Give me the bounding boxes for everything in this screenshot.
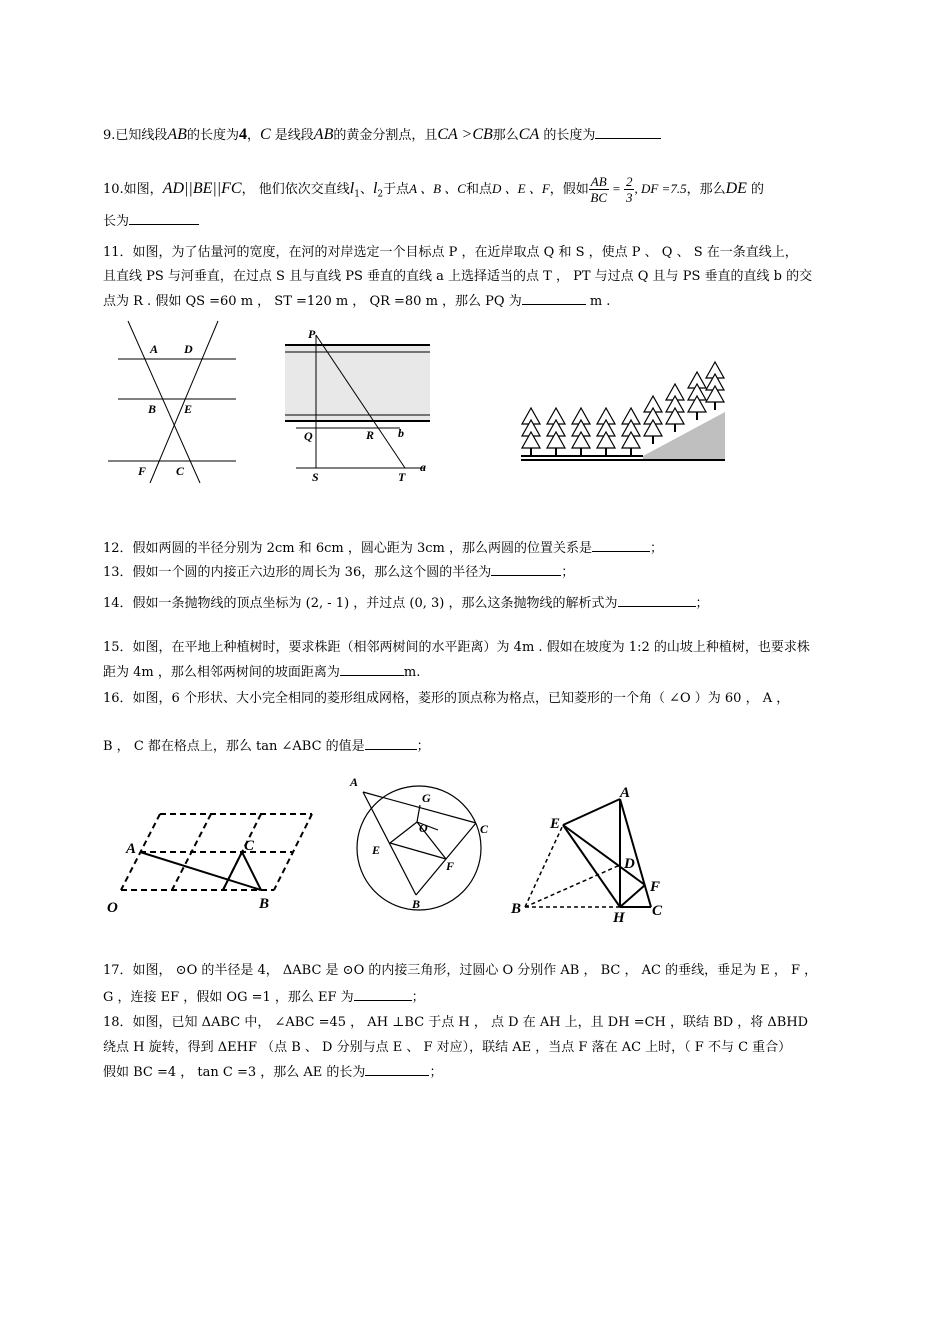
question-18-line2 (103, 1039, 791, 1057)
q9-math: CA >CB (437, 126, 493, 143)
question-17-line2 (103, 988, 425, 1007)
tree-icon (597, 408, 615, 456)
question-13 (103, 563, 574, 582)
q9-text: 9.已知线段 (103, 128, 168, 143)
q10-text: 和点 (465, 182, 492, 197)
q11-text: m . (585, 294, 611, 309)
label-C: C (244, 838, 255, 854)
figure-river (280, 325, 430, 485)
label-B: B (511, 901, 522, 917)
fraction-den: 3 (625, 190, 633, 205)
label-A: A (126, 841, 137, 857)
q11-text: 11．如图，为了估量河的宽度，在河的对岸选定一个目标点 P ，在近岸取点 Q 和 S ，使点 P 、 Q 、 S 在一条直线上， (103, 245, 798, 260)
figure-rhombus-grid (104, 800, 329, 920)
q9-math: AB (167, 126, 187, 143)
tree-icon (644, 396, 662, 444)
question-11-line2 (103, 268, 812, 286)
label-R: R (366, 428, 375, 442)
question-11-line3 (103, 292, 610, 311)
q10-text: 10.如图， (103, 182, 163, 197)
q10-sub: 2 (377, 189, 384, 200)
q18-text: 绕点 H 旋转，得到 ΔEHF （点 B 、 D 分别与点 E 、 F 对应），联结 AE ，当点 F 落在 AC 上时，（ F 不与 C 重合） (103, 1040, 792, 1055)
q10-text: 长为 (103, 214, 130, 229)
question-16-line1 (103, 690, 789, 708)
question-16-line2 (103, 737, 430, 756)
q13-text: 13．假如一个圆的内接正六边形的周长为 36，那么这个圆的半径为 (103, 565, 492, 580)
q17-text: G ，连接 EF ，假如 OG =1 ，那么 EF 为 (103, 990, 354, 1005)
tree-icon (547, 408, 565, 456)
q10-math: A 、B 、C (409, 181, 466, 196)
label-P: P (308, 327, 316, 341)
tree-icon (572, 408, 590, 456)
q10-math: DE (725, 180, 747, 197)
q12-text: ； (649, 541, 663, 556)
label-D: D (184, 342, 193, 356)
label-O: O (107, 900, 118, 916)
label-A: A (620, 785, 631, 801)
q10-text: 于点 (383, 182, 410, 197)
label-S: S (312, 470, 319, 484)
answer-blank[interactable] (618, 594, 696, 607)
label-E: E (550, 816, 561, 832)
q9-math: AB (313, 126, 334, 143)
q10-math: D 、E 、F (492, 181, 550, 196)
q18-text: 18．如图，已知 ΔABC 中， ∠ABC =45 ， AH ⊥BC 于点 H ， 点 D 在 AH 上，且 DH =CH ，联结 BD ，将 ΔBHD (103, 1015, 809, 1030)
label-E: E (184, 402, 193, 416)
q10-math: = (608, 181, 624, 196)
q9-text: 那么 (492, 128, 519, 143)
question-15-line1 (103, 639, 810, 657)
fraction-ab-bc (589, 174, 609, 205)
q15-text: m. (403, 665, 421, 680)
question-10-line2 (103, 212, 199, 231)
q9-text: 的黄金分割点，且 (333, 128, 438, 143)
question-15-line2 (103, 663, 420, 682)
answer-blank[interactable] (365, 1063, 429, 1076)
question-9 (103, 126, 661, 145)
label-Q: Q (304, 429, 313, 443)
q11-text: 点为 R . 假如 QS =60 m ， ST =120 m ， QR =80 m ，那么 PQ 为 (103, 294, 522, 309)
fraction-num: 2 (625, 174, 633, 189)
q16-text: B ， C 都在格点上，那么 tan ∠ABC 的值是 (103, 739, 365, 754)
q14-text: 14．假如一条抛物线的顶点坐标为 (2, - 1) ，并过点 (0, 3) ，那么这条抛物线的解析式为 (103, 596, 618, 611)
label-a: a (420, 460, 426, 474)
answer-blank[interactable] (595, 126, 661, 139)
label-C: C (480, 822, 489, 836)
question-10 (103, 174, 764, 208)
tree-icon (522, 408, 540, 456)
label-T: T (398, 470, 406, 484)
q16-text: ； (416, 739, 430, 754)
figure-triangle-rotation (505, 785, 680, 925)
label-A: A (150, 342, 159, 356)
label-B: B (412, 897, 421, 911)
label-E: E (372, 843, 381, 857)
label-F: F (650, 879, 661, 895)
answer-blank[interactable] (491, 563, 561, 576)
question-18-line3 (103, 1063, 442, 1082)
label-C: C (652, 903, 663, 919)
label-B: B (148, 402, 157, 416)
label-B: B (259, 896, 270, 912)
q9-math: CA (518, 126, 540, 143)
fraction-2-3 (624, 174, 635, 205)
q17-text: ； (411, 990, 425, 1005)
q10-text: 、 (359, 182, 373, 197)
figure-trees-slope (515, 360, 730, 465)
q10-text: ，那么 (686, 182, 726, 197)
q17-text: 17．如图， ⊙O 的半径是 4， ΔABC 是 ⊙O 的内接三角形，过圆心 O 分别作 AB ， BC ， AC 的垂线，垂足为 E ， F ， (103, 963, 818, 978)
q18-text: 假如 BC =4 ， tan C =3 ，那么 AE 的长为 (103, 1065, 366, 1080)
q10-text: ， 他们依次交直线 (241, 182, 350, 197)
tree-icon (666, 384, 684, 432)
q9-math: 4 (238, 126, 247, 143)
label-A: A (350, 775, 359, 789)
answer-blank[interactable] (129, 212, 199, 225)
answer-blank[interactable] (354, 988, 412, 1001)
label-C: C (176, 464, 185, 478)
q10-math: AD||BE||FC (162, 180, 242, 197)
q9-text: 是线段 (270, 128, 314, 143)
q9-math: C (259, 126, 271, 143)
q15-text: 距为 4m ，那么相邻两树间的坡面距离为 (103, 665, 340, 680)
question-12 (103, 539, 663, 558)
q15-text: 15．如图，在平地上种植树时，要求株距（相邻两树间的水平距离）为 4m . 假如在坡度为 1:2 的山坡上种植树，也要求株 (103, 640, 810, 655)
q10-sub: 1 (354, 189, 360, 200)
figure-parallel-lines (104, 318, 244, 488)
answer-blank[interactable] (592, 539, 650, 552)
q13-text: ； (561, 565, 575, 580)
q11-text: 且直线 PS 与河垂直，在过点 S 且与直线 PS 垂直的直线 a 上选择适当的点 T ， PT 与过点 Q 且与 PS 垂直的直线 b 的交 (103, 269, 813, 284)
label-b: b (398, 426, 404, 440)
label-D: D (624, 856, 635, 872)
label-F: F (138, 464, 147, 478)
answer-blank[interactable] (340, 663, 404, 676)
label-H: H (613, 910, 625, 925)
label-F: F (446, 859, 455, 873)
q9-text: 的长度为 (186, 128, 239, 143)
q10-math: l (349, 180, 355, 197)
tree-icon (688, 372, 706, 420)
q10-math: , DF =7.5 (634, 181, 687, 196)
q18-text: ； (429, 1065, 443, 1080)
label-O: O (419, 821, 428, 835)
answer-blank[interactable] (522, 292, 586, 305)
question-14 (103, 594, 709, 613)
fraction-den: BC (590, 190, 608, 205)
q9-text: ， (246, 128, 260, 143)
q10-math: l (372, 180, 378, 197)
q10-text: 的 (746, 182, 765, 197)
q10-text: ，假如 (549, 182, 589, 197)
question-11-line1 (103, 244, 798, 262)
q9-text: 的长度为 (539, 128, 596, 143)
tree-icon (622, 408, 640, 456)
answer-blank[interactable] (365, 737, 417, 750)
q16-text: 16．如图，6 个形状、大小完全相同的菱形组成网格，菱形的顶点称为格点，已知菱形的一个角（ ∠O ）为 60 ， A ， (103, 691, 790, 706)
figure-circle (340, 770, 500, 915)
question-17-line1 (103, 962, 817, 980)
q12-text: 12．假如两圆的半径分别为 2cm 和 6cm ，圆心距为 3cm ，那么两圆的位置关系是 (103, 541, 592, 556)
q14-text: ； (695, 596, 709, 611)
fraction-num: AB (590, 174, 607, 189)
label-G: G (422, 791, 431, 805)
tree-icon (706, 362, 724, 410)
question-18-line1 (103, 1014, 808, 1032)
